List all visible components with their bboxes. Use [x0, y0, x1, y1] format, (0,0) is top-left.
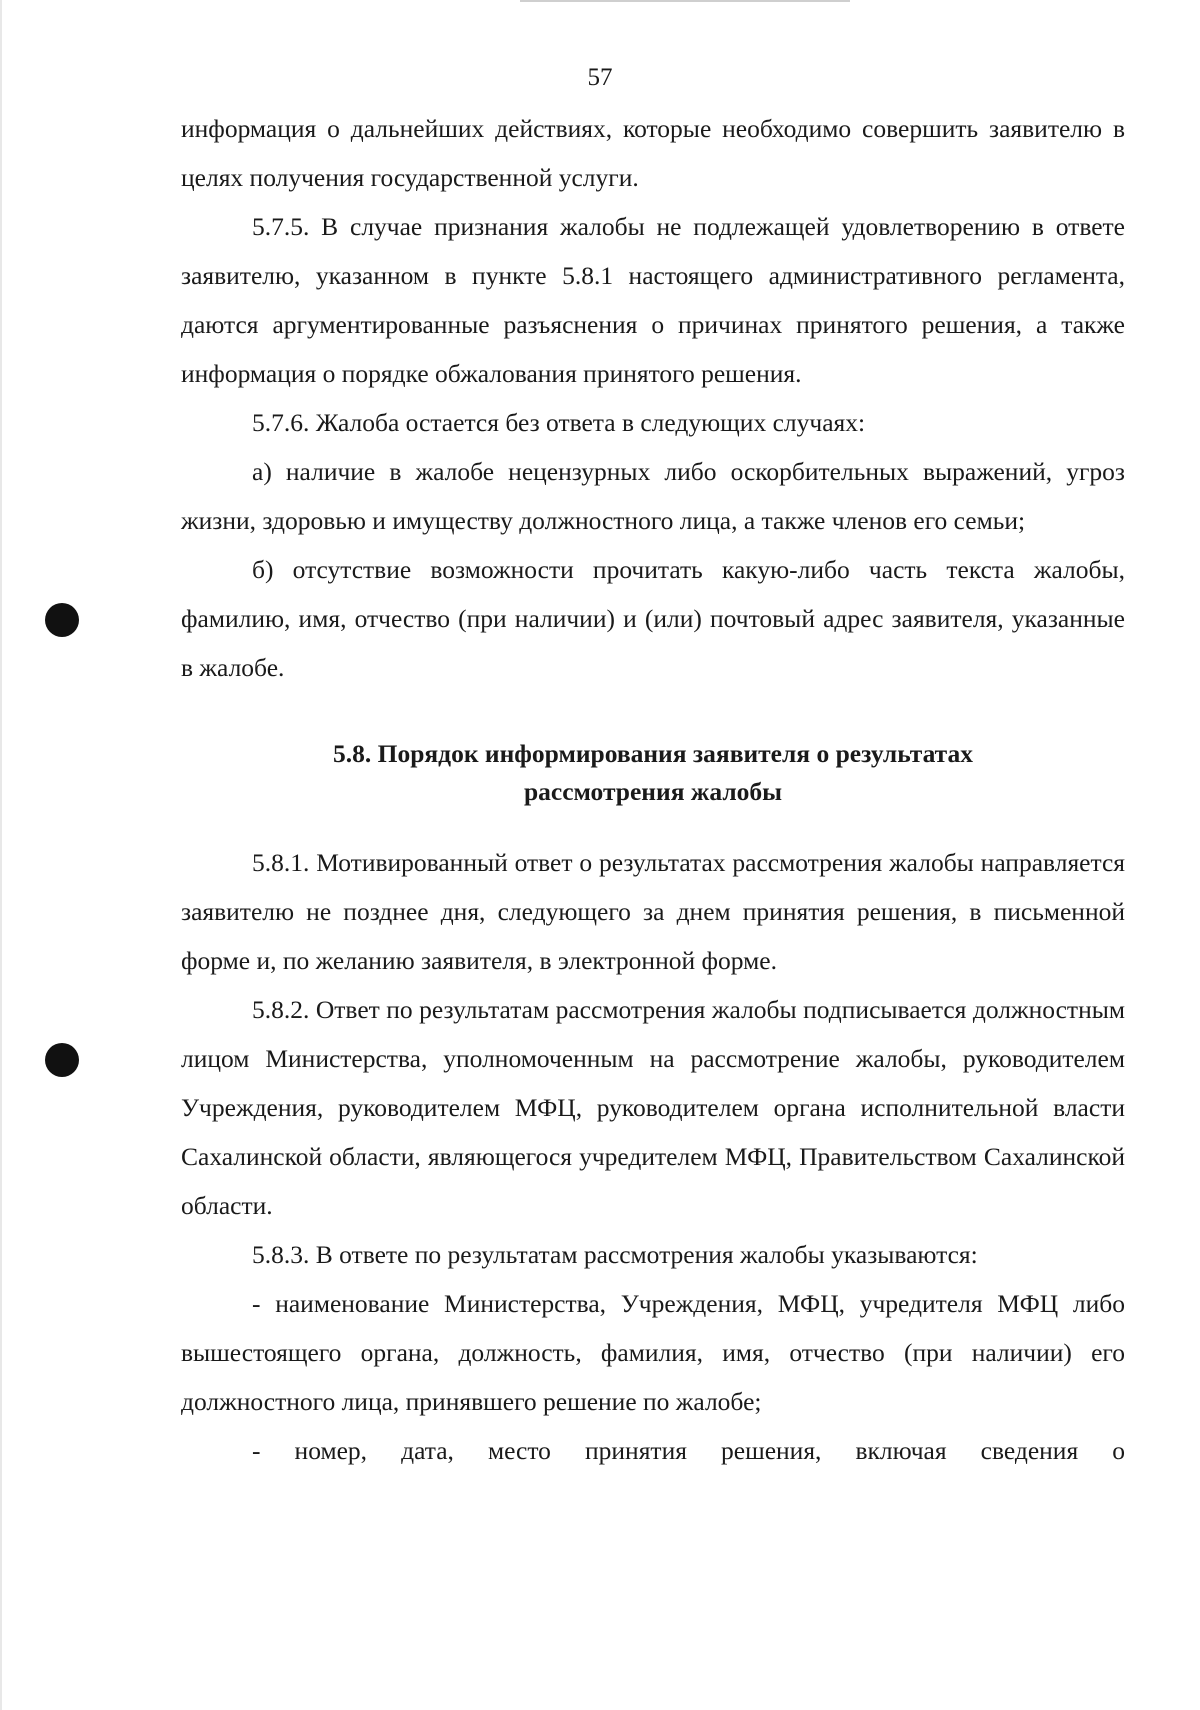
list-item-dash-1: - наименование Министерства, Учреждения, МФЦ, учредителя МФЦ либо вышестоящего органа, должность, фамилия, имя, отчество (при наличии) его должностного лица, принявшего решение по жалобе;: [181, 1289, 1125, 1416]
paragraph-5-7-5: 5.7.5. В случае признания жалобы не подлежащей удовлетворению в ответе заявителю, указанном в пункте 5.8.1 настоящего административного регламента, даются аргументированные разъяснения о причинах принятого решения, а также информация о порядке обжалования принятого решения.: [181, 212, 1125, 388]
section-heading-line-2: рассмотрения жалобы: [523, 777, 783, 806]
punch-hole-mark: [45, 603, 79, 637]
scan-left-edge: [0, 0, 2, 1710]
paragraph-5-8-3: 5.8.3. В ответе по результатам рассмотрения жалобы указываются:: [252, 1240, 978, 1269]
punch-hole-mark: [45, 1043, 79, 1077]
list-item-a: а) наличие в жалобе нецензурных либо оскорбительных выражений, угроз жизни, здоровью и имуществу должностного лица, а также членов его семьи;: [181, 457, 1125, 535]
paragraph-continuation: информация о дальнейших действиях, которые необходимо совершить заявителю в целях получения государственной услуги.: [181, 114, 1125, 192]
spacer: [181, 811, 1125, 838]
page-number: 57: [587, 64, 613, 91]
section-heading-line-1: 5.8. Порядок информирования заявителя о результатах: [332, 739, 974, 768]
paragraph-5-8-2: 5.8.2. Ответ по результатам рассмотрения жалобы подписывается должностным лицом Министерства, уполномоченным на рассмотрение жалобы, руководителем Учреждения, руководителем МФЦ, руководителем органа исполнительной власти Сахалинской области, являющегося учредителем МФЦ, Правительством Сахалинской области.: [181, 995, 1125, 1220]
document-body: [181, 104, 1125, 1475]
scan-top-edge: [520, 0, 850, 2]
spacer: [181, 692, 1125, 735]
paragraph-5-7-6: 5.7.6. Жалоба остается без ответа в следующих случаях:: [252, 408, 866, 437]
list-item-dash-2: - номер, дата, место принятия решения, включая сведения о: [252, 1436, 1125, 1465]
list-item-b: б) отсутствие возможности прочитать какую-либо часть текста жалобы, фамилию, имя, отчество (при наличии) и (или) почтовый адрес заявителя, указанные в жалобе.: [181, 555, 1125, 682]
paragraph-5-8-1: 5.8.1. Мотивированный ответ о результатах рассмотрения жалобы направляется заявителю не позднее дня, следующего за днем принятия решения, в письменной форме и, по желанию заявителя, в электронной форме.: [181, 848, 1125, 975]
